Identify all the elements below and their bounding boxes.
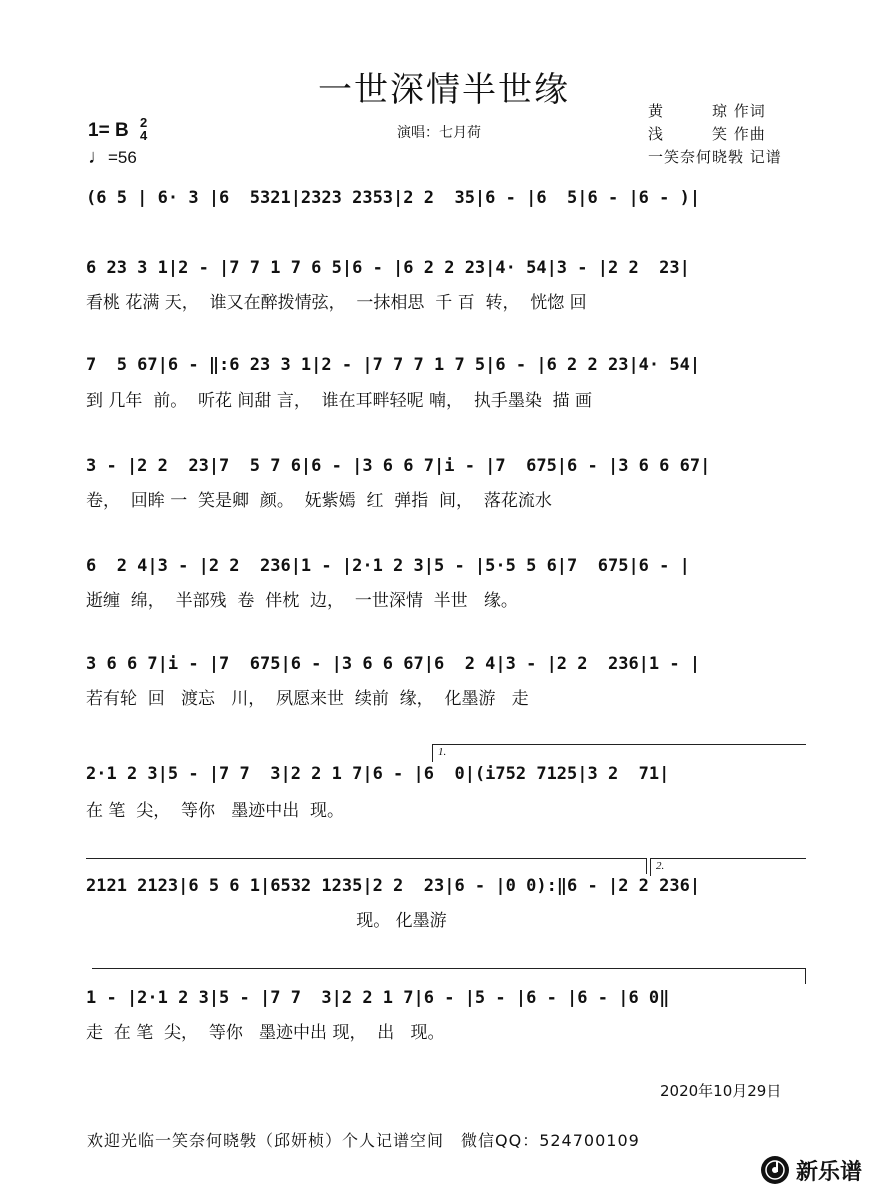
score-notes-row: 1 - |2·1 2 3|5 - |7 7 3|2 2 1 7|6 - |5 - |6 - |6 - |6 0‖ bbox=[86, 988, 670, 1008]
time-signature-bottom: 4 bbox=[140, 128, 148, 143]
score-notes-row: 6 23 3 1|2 - |7 7 1 7 6 5|6 - |6 2 2 23|4· 54|3 - |2 2 23| bbox=[86, 258, 690, 278]
transcriber-credit: 一笑奈何晓斅 记谱 bbox=[648, 148, 782, 166]
second-ending-bracket bbox=[650, 858, 806, 859]
transcription-date: 2020年10月29日 bbox=[660, 1082, 782, 1100]
second-ending-bracket-side bbox=[650, 858, 651, 876]
lyric-row: 卷， 回眸 一 笑是卿 颜。 妩紫嫣 红 弹指 间， 落花流水 bbox=[86, 491, 552, 511]
lyric-row: 在 笔 尖， 等你 墨迹中出 现。 bbox=[86, 801, 345, 821]
key-signature: 1= B bbox=[88, 120, 129, 141]
lyric-row: 看桃 花满 天， 谁又在醉拨情弦， 一抹相思 千 百 转， 恍惚 回 bbox=[86, 293, 587, 313]
lyric-row: 到 几年 前。 听花 间甜 言， 谁在耳畔轻呢 喃， 执手墨染 描 画 bbox=[86, 391, 593, 411]
tempo-marking bbox=[88, 146, 137, 169]
score-notes-row: 7 5 67|6 - ‖:6 23 3 1|2 - |7 7 7 1 7 5|6 - |6 2 2 23|4· 54| bbox=[86, 355, 701, 375]
first-ending-bracket-side bbox=[432, 744, 433, 762]
quarter-note-icon: ♩ bbox=[88, 146, 108, 168]
time-signature-top: 2 bbox=[140, 115, 148, 130]
logo-text: 新乐谱 bbox=[796, 1159, 863, 1185]
first-ending-bracket bbox=[432, 744, 806, 745]
lyric-row: 现。 化墨游 bbox=[86, 911, 447, 931]
score-notes-row: 6 2 4|3 - |2 2 236|1 - |2·1 2 3|5 - |5·5 5 6|7 675|6 - | bbox=[86, 556, 690, 576]
singer-credit: 演唱：七月荷 bbox=[397, 125, 481, 141]
lyric-row: 若有轮 回 渡忘 川， 夙愿来世 续前 缘， 化墨游 走 bbox=[86, 689, 529, 709]
tempo-value: =56 bbox=[108, 148, 137, 167]
second-ending-bracket-end bbox=[805, 968, 806, 984]
first-ending-bracket-end bbox=[646, 858, 647, 874]
lyric-row: 逝缠 绵， 半部残 卷 伴枕 边， 一世深情 半世 缘。 bbox=[86, 591, 518, 611]
first-ending-number: 1. bbox=[438, 746, 447, 758]
song-title: 一世深情半世缘 bbox=[318, 70, 570, 110]
lyric-row: 走 在 笔 尖， 等你 墨迹中出 现， 出 现。 bbox=[86, 1023, 445, 1043]
second-ending-number: 2. bbox=[656, 860, 665, 872]
footer-text: 欢迎光临一笑奈何晓斅（邱妍桢）个人记谱空间 微信QQ：524700109 bbox=[87, 1131, 640, 1150]
first-ending-bracket-continued bbox=[86, 858, 646, 859]
site-logo bbox=[760, 1152, 862, 1188]
score-notes-row: 2121 2123|6 5 6 1|6532 1235|2 2 23|6 - |0 0):‖6 - |2 2 236| bbox=[86, 876, 701, 896]
score-notes-row: 3 - |2 2 23|7 5 7 6|6 - |3 6 6 7|i - |7 675|6 - |3 6 6 67| bbox=[86, 456, 711, 476]
second-ending-bracket-continued bbox=[92, 968, 806, 969]
score-notes-row: (6 5 | 6· 3 |6 5321|2323 2353|2 2 35|6 - |6 5|6 - |6 - )| bbox=[86, 188, 701, 208]
score-notes-row: 3 6 6 7|i - |7 675|6 - |3 6 6 67|6 2 4|3 - |2 2 236|1 - | bbox=[86, 654, 701, 674]
time-signature bbox=[140, 116, 147, 142]
lyricist-credit: 黄 琼 作词 bbox=[648, 102, 766, 120]
score-notes-row: 2·1 2 3|5 - |7 7 3|2 2 1 7|6 - |6 0|(i752 7125|3 2 71| bbox=[86, 764, 670, 784]
music-disc-icon bbox=[760, 1155, 790, 1185]
composer-credit: 浅 笑 作曲 bbox=[648, 125, 766, 143]
